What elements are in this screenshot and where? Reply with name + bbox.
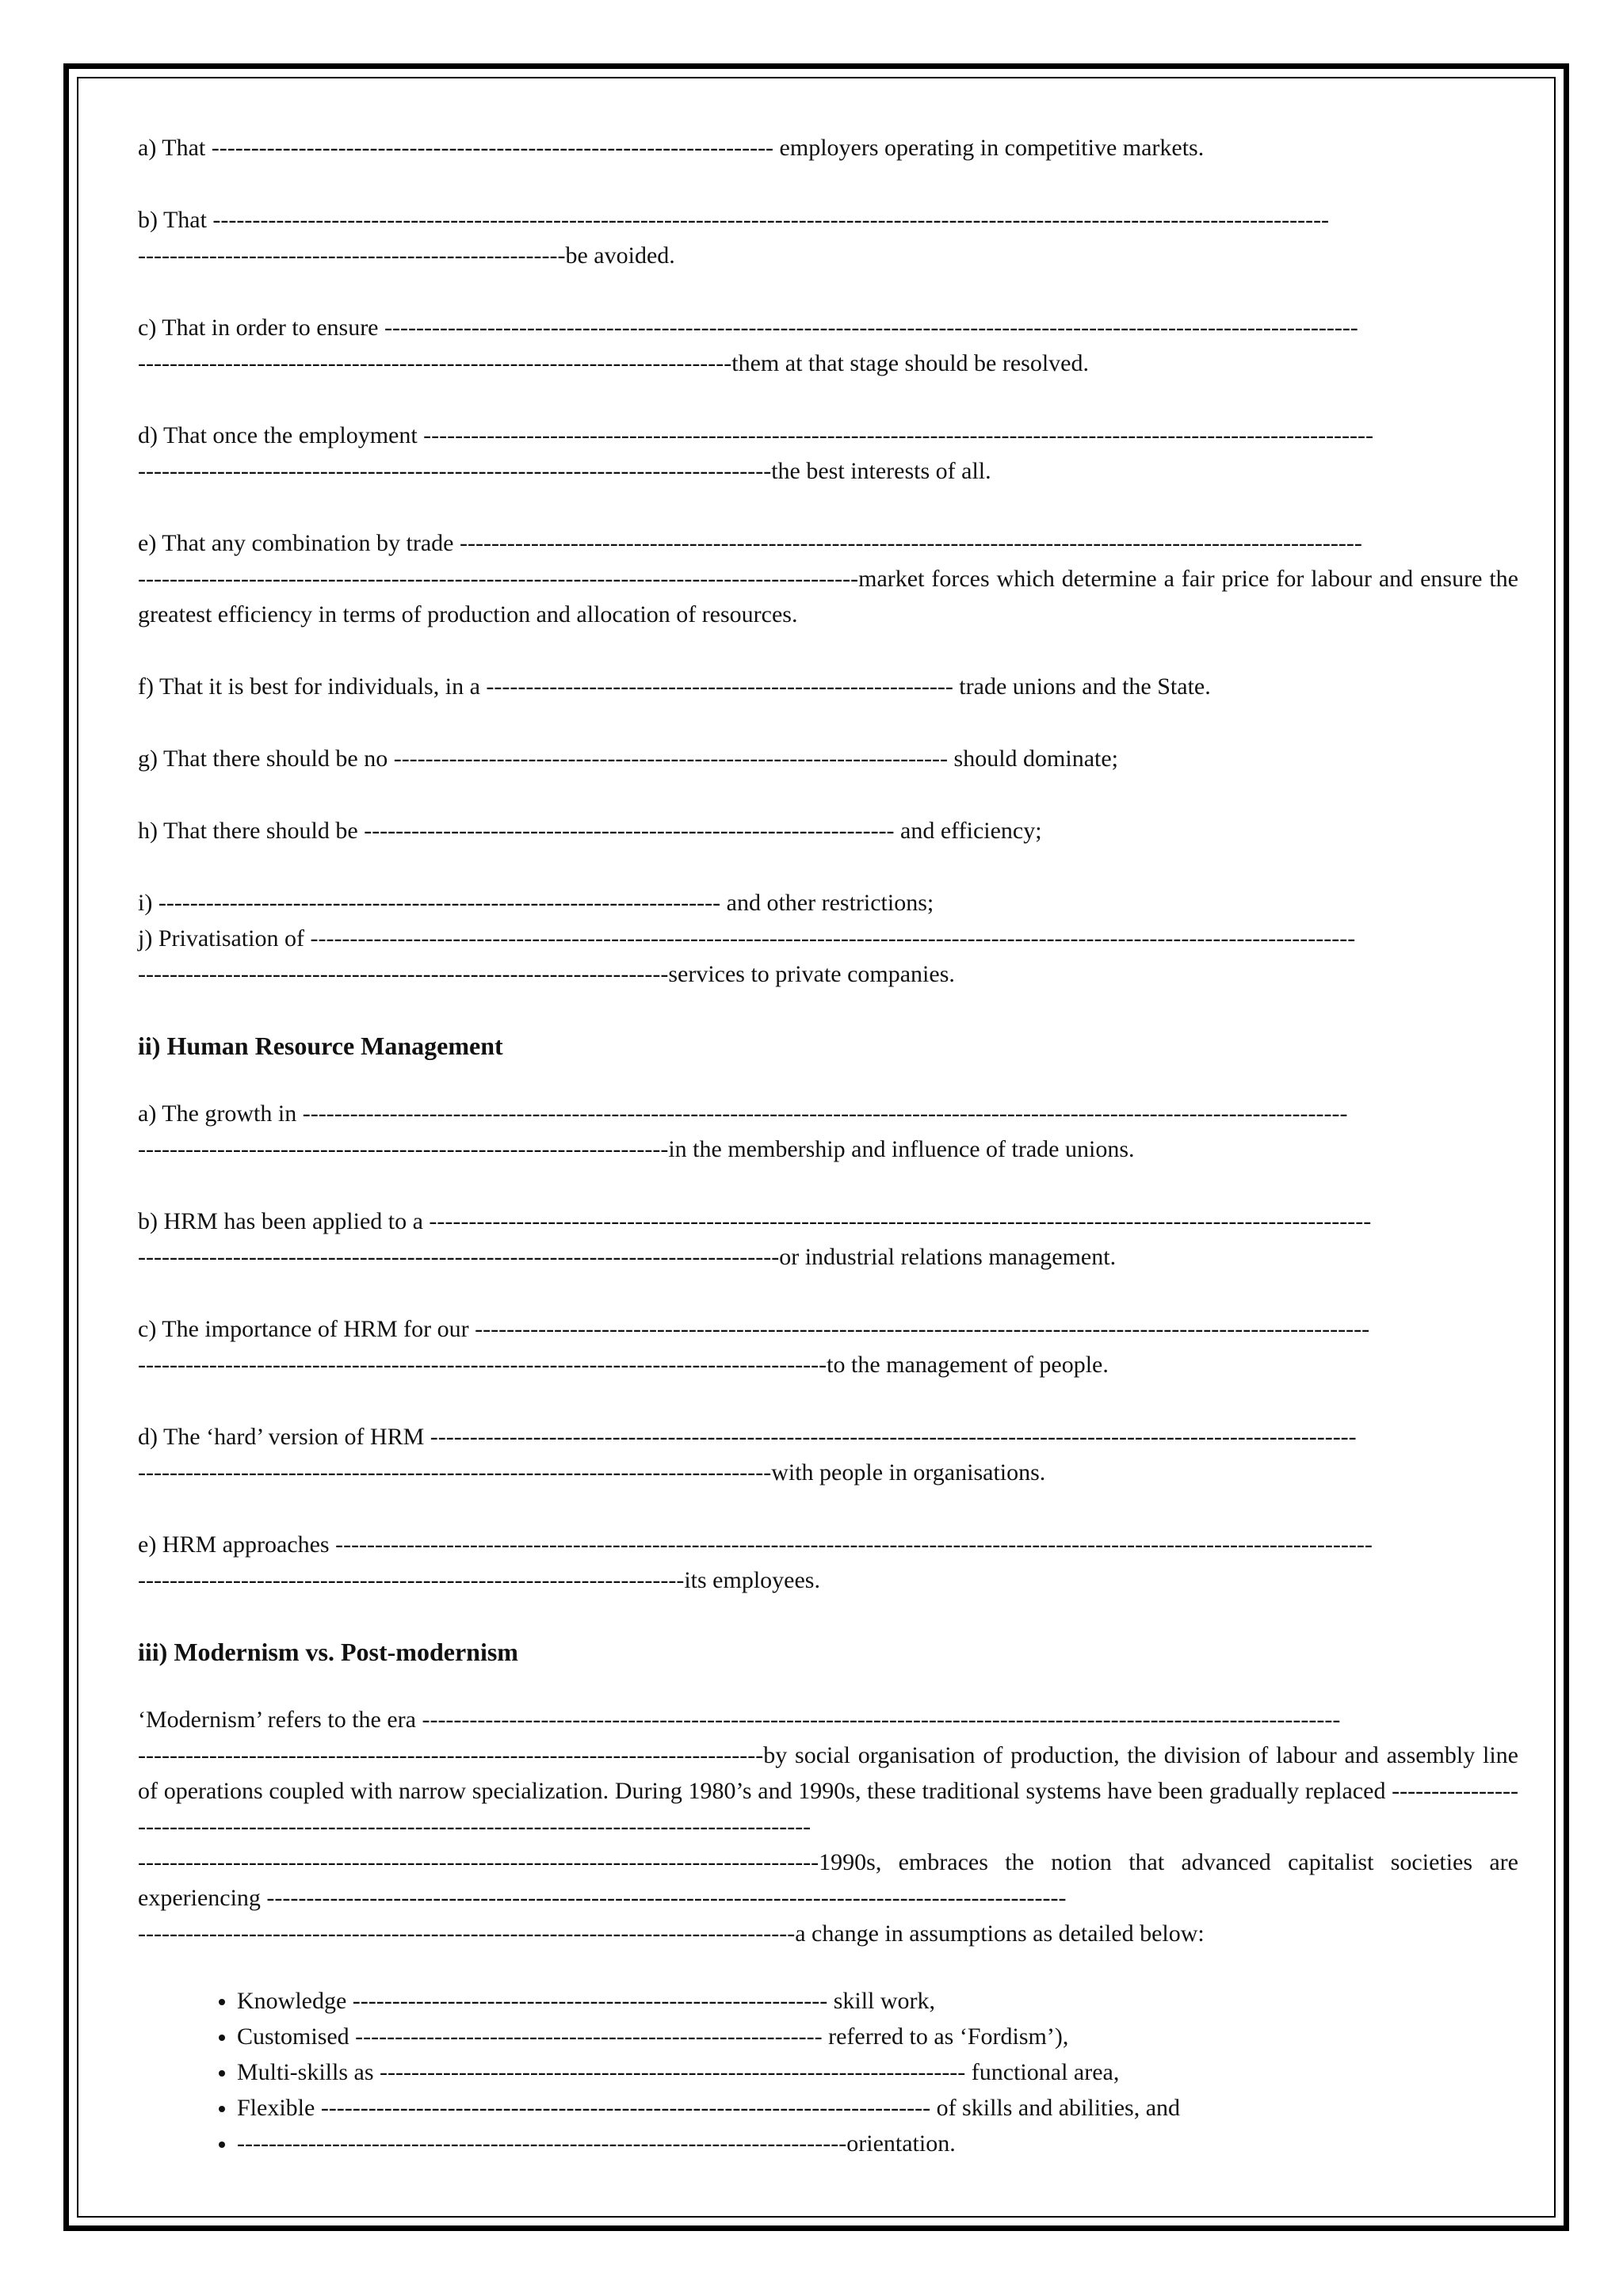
document-body [138, 130, 1518, 2161]
section-heading-modernism: iii) Modernism vs. Post-modernism [138, 1638, 518, 1666]
item-e: e) That any combination by trade ------------------------------------------------------------------------------------------------------------------ -------------------------------------------------------------------------------------------market forces which determine a fair price for labour and ensure the greatest efficiency in terms of production and allocation of resources. [138, 530, 1518, 627]
item-g: g) That there should be no ---------------------------------------------------------------------- should dominate; [138, 746, 1119, 772]
item-j: j) Privatisation of ------------------------------------------------------------------------------------------------------------------------------------ -------------------------------------------------------------------services to private companies. [138, 925, 1356, 987]
item-h: h) That there should be ------------------------------------------------------------------- and efficiency; [138, 818, 1042, 844]
hrm-item-a: a) The growth in ------------------------------------------------------------------------------------------------------------------------------------ -------------------------------------------------------------------in the membership and influence of trade unions. [138, 1100, 1348, 1162]
item-a: a) That ----------------------------------------------------------------------- employers operating in competitive markets. [138, 135, 1205, 161]
section-heading-hrm: ii) Human Resource Management [138, 1032, 503, 1060]
item-c: c) That in order to ensure --------------------------------------------------------------------------------------------------------------------------- ---------------------------------------------------------------------------them at that stage should be resolved. [138, 315, 1358, 376]
list-item: • Multi-skills as -------------------------------------------------------------------------- functional area, [237, 2054, 1518, 2090]
hrm-item-b: b) HRM has been applied to a ----------------------------------------------------------------------------------------------------------------------- ---------------------------------------------------------------------------------or industrial relations management. [138, 1208, 1372, 1270]
list-item: • -----------------------------------------------------------------------------orientation. [237, 2126, 1518, 2161]
list-item: • Customised ----------------------------------------------------------- referred to as ‘Fordism’), [237, 2019, 1518, 2054]
modernism-paragraph: ‘Modernism’ refers to the era -------------------------------------------------------------------------------------------------------------------- -------------------------------------------------------------------------------by social organisation of production, the division of labour and assembly line of operations coupled with narrow specialization. During 1980’s and 1990s, these traditional systems have been gradually replaced ----------------------------------------------------------------------------------------------------- --------------------------------------------------------------------------------------1990s, embraces the notion that advanced capitalist societies are experiencing ----------------------------------------------------------------------------------------------------- -----------------------------------------------------------------------------------a change in assumptions as detailed below: [138, 1707, 1518, 1947]
hrm-item-d: d) The ‘hard’ version of HRM --------------------------------------------------------------------------------------------------------------------- --------------------------------------------------------------------------------with people in organisations. [138, 1424, 1357, 1486]
list-item: • Flexible ----------------------------------------------------------------------------- of skills and abilities, and [237, 2090, 1518, 2126]
hrm-item-e: e) HRM approaches ----------------------------------------------------------------------------------------------------------------------------------- ---------------------------------------------------------------------its employees. [138, 1531, 1373, 1593]
item-d: d) That once the employment ------------------------------------------------------------------------------------------------------------------------ --------------------------------------------------------------------------------the best interests of all. [138, 422, 1374, 484]
list-item: • Knowledge ------------------------------------------------------------ skill work, [237, 1983, 1518, 2019]
hrm-item-c: c) The importance of HRM for our ----------------------------------------------------------------------------------------------------------------- ---------------------------------------------------------------------------------------to the management of people. [138, 1316, 1370, 1378]
assumption-list [138, 1983, 1518, 2161]
item-i: i) ----------------------------------------------------------------------- and other restrictions; [138, 890, 934, 916]
item-b: b) That --------------------------------------------------------------------------------------------------------------------------------------------- ------------------------------------------------------be avoided. [138, 207, 1330, 269]
item-f: f) That it is best for individuals, in a ----------------------------------------------------------- trade unions and the State. [138, 673, 1211, 700]
